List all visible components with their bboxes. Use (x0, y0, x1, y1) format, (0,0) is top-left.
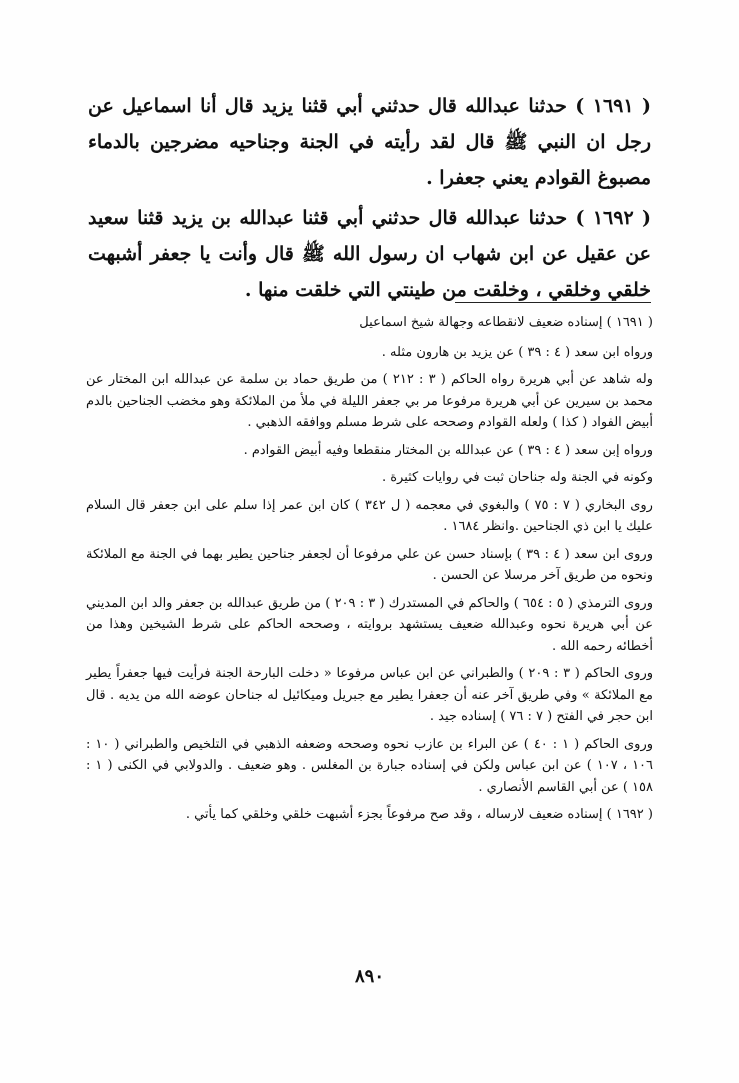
footnote-paragraph: وروى الحاكم ( ٣ : ٢٠٩ ) والطبراني عن ابن عباس مرفوعا « دخلت البارحة الجنة فرأيت فيها جعفراً يطير مع الملائكة » وفي طريق آخر عنه أن جعفرا يطير مع جبريل وميكائيل له جناحان عوضه الله من يديه . قال ابن حجر في الفتح ( ٧ : ٧٦ ) إسناده جيد . (86, 666, 653, 724)
footnote-paragraph: وكونه في الجنة وله جناحان ثبت في روايات كثيرة . (381, 470, 653, 485)
footnote-paragraph: ورواه ابن سعد ( ٤ : ٣٩ ) عن يزيد بن هارون مثله . (381, 344, 653, 360)
hadith-1691: ( ١٦٩١ ) حدثنا عبدالله قال حدثني أبي قثنا يزيد قال أنا اسماعيل عن رجل ان النبي ﷺ قال لقد رأيته في الجنة وجناحيه مضرجين بالدماء مصبوغ القوادم يعني جعفرا . (88, 95, 651, 189)
main-text (88, 88, 651, 312)
footnote-paragraph: روى البخاري ( ٧ : ٧٥ ) والبغوي في معجمه ( ل ٣٤٢ ) كان ابن عمر إذا سلم على ابن جعفر قال السلام عليك يا ابن ذي الجناحين .وانظر ١٦٨٤ . (86, 497, 653, 534)
hadith-1692: ( ١٦٩٢ ) حدثنا عبدالله قال حدثني أبي قثنا عبدالله بن يزيد قثنا سعيد عن عقيل عن ابن شهاب ان رسول الله ﷺ قال وأنت يا جعفر أشبهت خلقي وخلقي ، وخلقت من طينتي التي خلقت منها . (88, 207, 651, 301)
footnote-paragraph: وله شاهد عن أبي هريرة رواه الحاكم ( ٣ : ٢١٢ ) من طريق حماد بن سلمة عن عبدالله ابن المختار عن محمد بن سيرين عن أبي هريرة مرفوعا مر بي جعفر الليلة في ملأ من الملائكة وهو مخضب الجناحين بالدم أبيض الفواد ( كذا ) ولعله القوادم وصححه على شرط مسلم ووافقه الذهبي . (86, 372, 653, 430)
footnote-paragraph: ورواه إبن سعد ( ٤ : ٣٩ ) عن عبدالله بن المختار منقطعا وفيه أبيض القوادم . (243, 442, 653, 458)
footnote-paragraph: وروى الحاكم ( ١ : ٤٠ ) عن البراء بن عازب نحوه وصححه وضعفه الذهبي في التلخيص والطبراني ( ١٠ : ١٠٦ ، ١٠٧ ) عن ابن عباس ولكن في إسناده جبارة بن المغلس . وهو ضعيف . والدولابي في الكنى ( ١ : ١٥٨ ) عن أبي القاسم الأنصاري . (86, 736, 654, 795)
footnote-divider (455, 302, 651, 303)
footnote-paragraph: وروى الترمذي ( ٥ : ٦٥٤ ) والحاكم في المستدرك ( ٣ : ٢٠٩ ) من طريق عبدالله بن جعفر والد ابن المديني عن أبي هريرة نحوه وعبدالله ضعيف يستشهد بروايته ، وصححه الحاكم على شرط الشيخين وهذا من أخطائه رحمه الله . (86, 595, 653, 654)
page-number: ٨٩٠ (354, 966, 384, 987)
footnote-1692-heading: ( ١٦٩٢ ) إسناده ضعيف لارساله ، وقد صح مرفوعاً بجزء أشبهت خلقي وخلقي كما يأتي . (185, 807, 653, 822)
footnotes (86, 312, 653, 832)
footnote-paragraph: وروى ابن سعد ( ٤ : ٣٩ ) بإسناد حسن عن علي مرفوعا أن لجعفر جناحين يطير بهما في الجنة مع الملائكة ونحوه من طريق آخر مرسلا عن الحسن . (86, 546, 653, 583)
footnote-1691-heading: ( ١٦٩١ ) إسناده ضعيف لانقطاعه وجهالة شيخ اسماعيل (359, 315, 653, 330)
